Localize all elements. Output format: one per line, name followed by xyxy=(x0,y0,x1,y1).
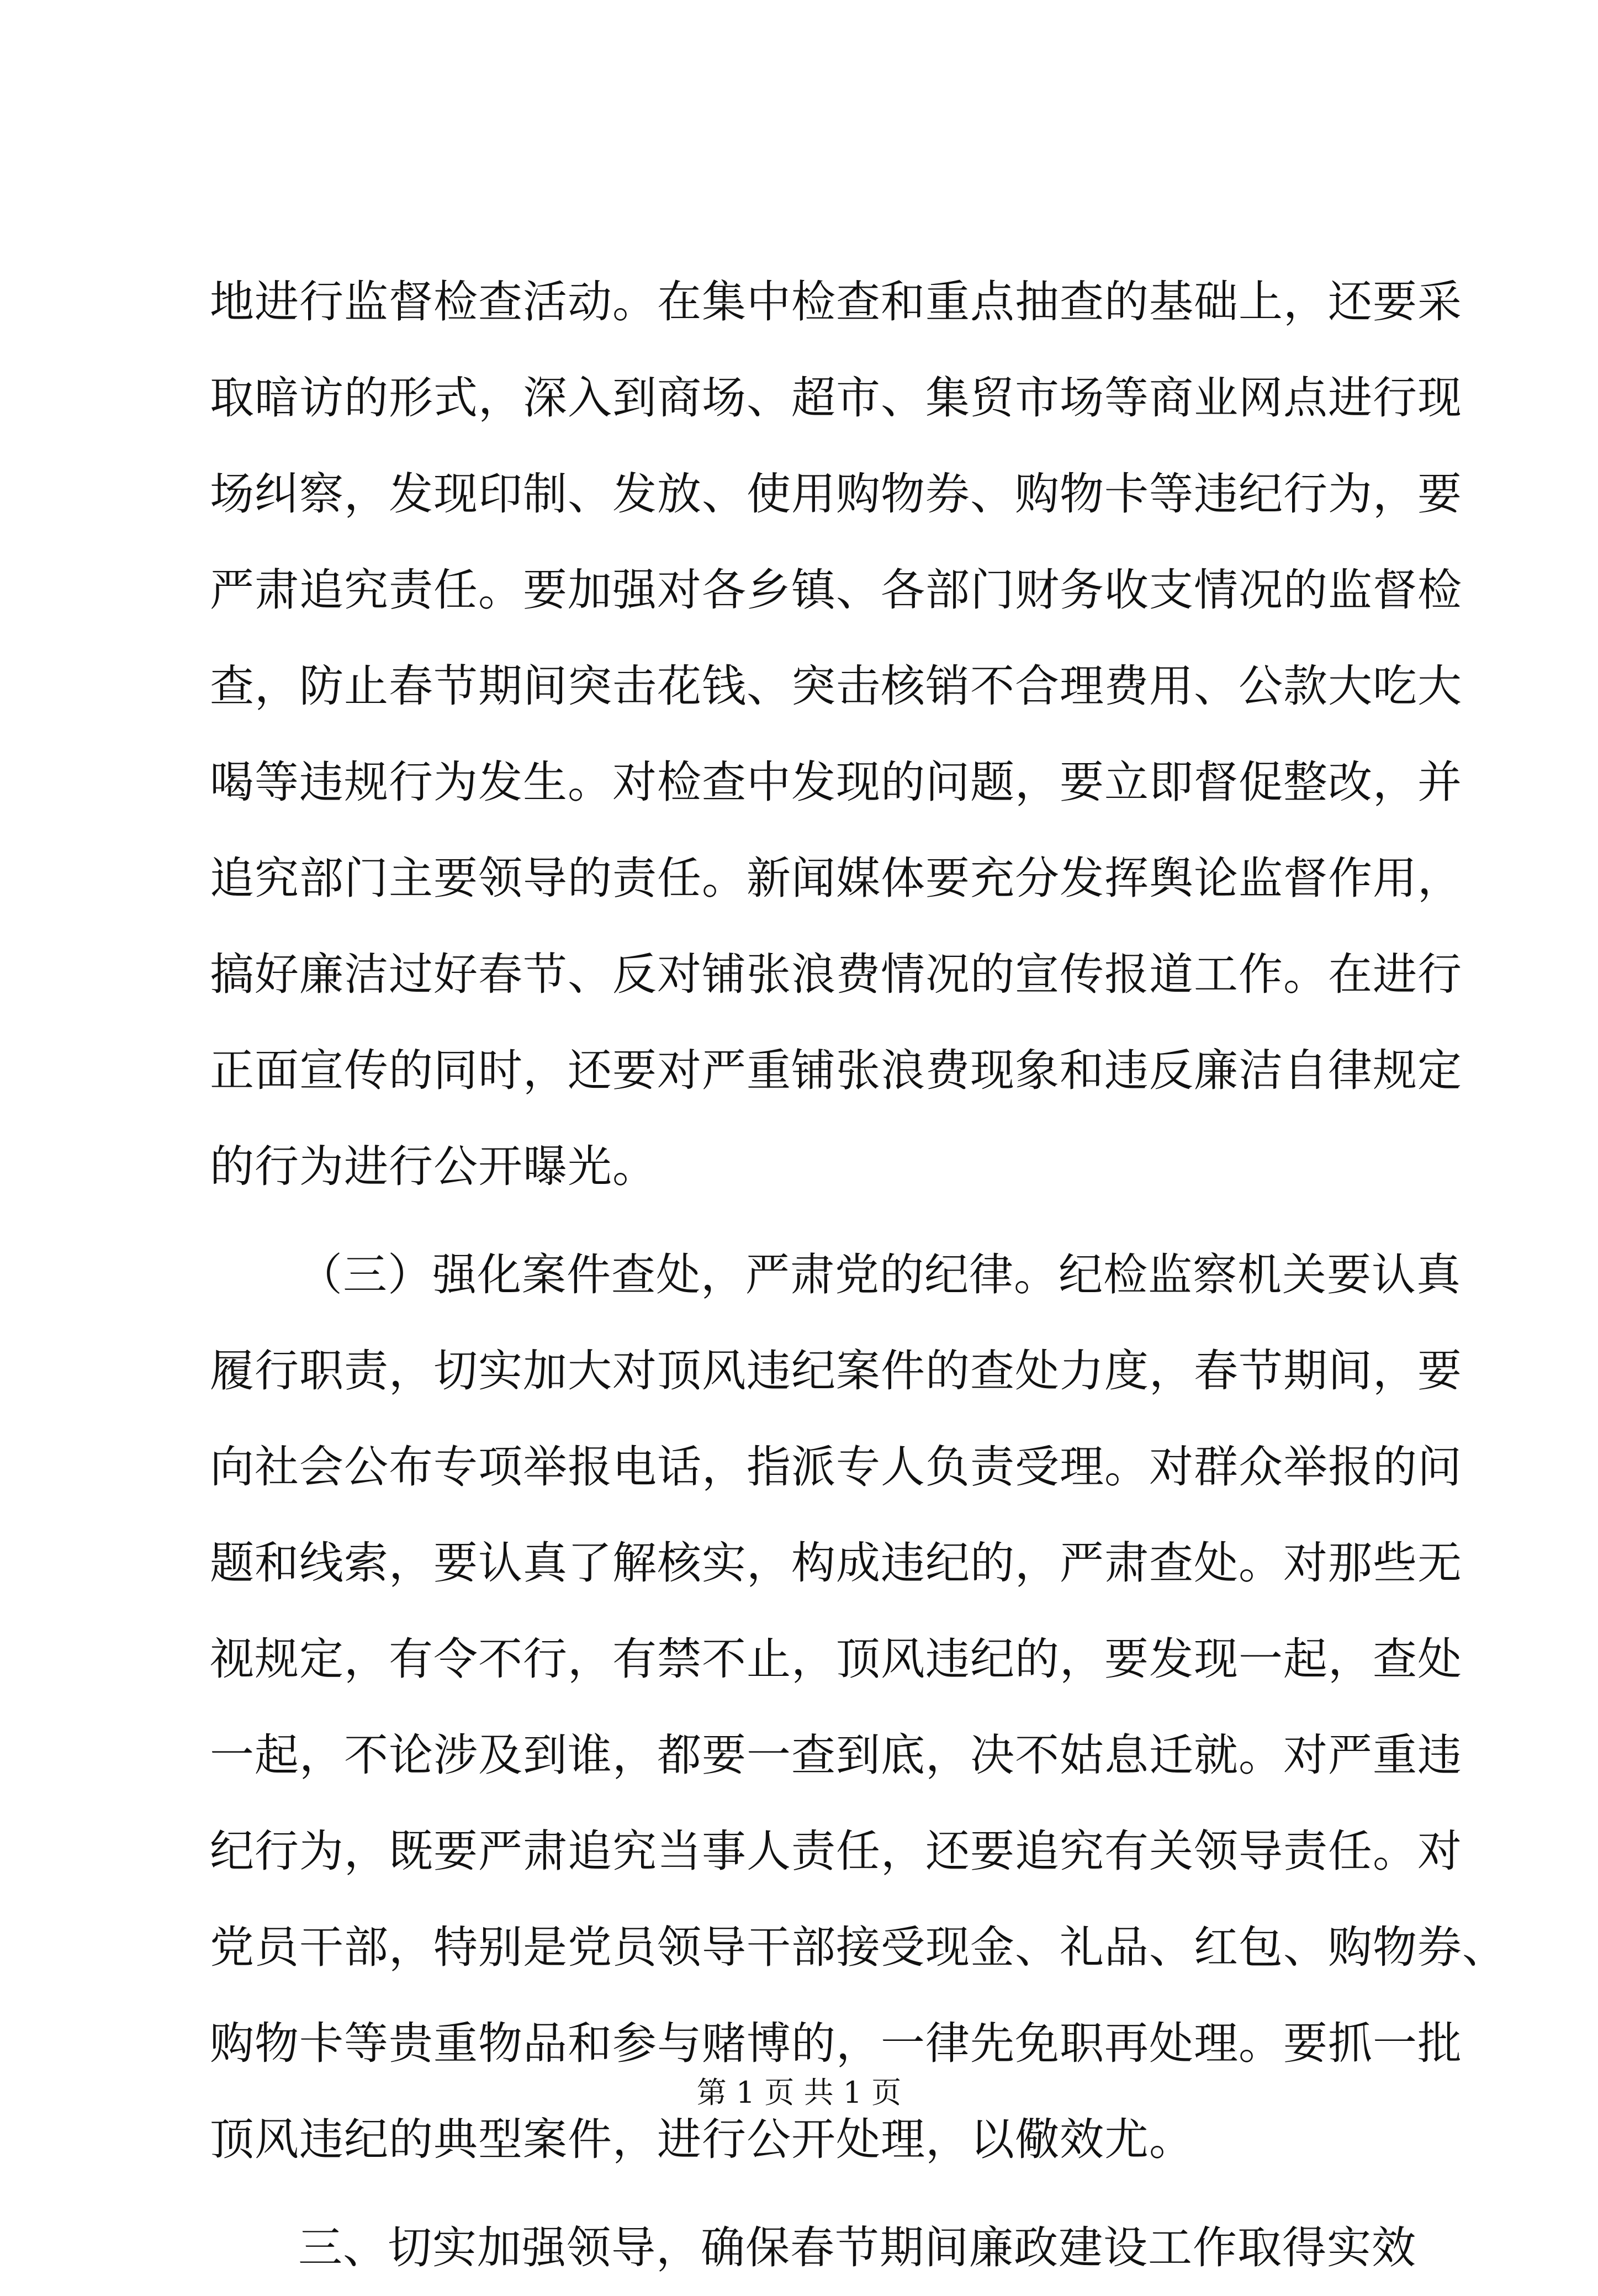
text-line: 题和线索，要认真了解核实，构成违纪的，严肃查处。对那些无 xyxy=(210,1537,1462,1589)
text-line: 向社会公布专项举报电话，指派专人负责受理。对群众举报的问 xyxy=(210,1441,1462,1493)
text-line: 喝等违规行为发生。对检查中发现的问题，要立即督促整改，并 xyxy=(210,756,1462,808)
text-line: 的行为进行公开曝光。 xyxy=(210,1141,657,1192)
text-line: 严肃追究责任。要加强对各乡镇、各部门财务收支情况的监督检 xyxy=(210,564,1462,616)
text-line: 顶风违纪的典型案件，进行公开处理，以儆效尤。 xyxy=(210,2114,1194,2165)
text-line: 取暗访的形式，深入到商场、超市、集贸市场等商业网点进行现 xyxy=(210,372,1462,424)
text-line-indented: （三）强化案件查处，严肃党的纪律。纪检监察机关要认真 xyxy=(298,1249,1461,1300)
text-line: 搞好廉洁过好春节、反对铺张浪费情况的宣传报道工作。在进行 xyxy=(210,949,1462,1000)
text-line: 履行职责，切实加大对顶风违纪案件的查处力度，春节期间，要 xyxy=(210,1345,1462,1396)
text-line: 场纠察，发现印制、发放、使用购物券、购物卡等违纪行为，要 xyxy=(210,468,1462,520)
text-line: 纪行为，既要严肃追究当事人责任，还要追究有关领导责任。对 xyxy=(210,1826,1462,1877)
text-line: 查，防止春节期间突击花钱、突击核销不合理费用、公款大吃大 xyxy=(210,660,1462,712)
text-line: 地进行监督检查活动。在集中检查和重点抽查的基础上，还要采 xyxy=(210,276,1462,327)
paragraph-gap xyxy=(210,2188,1369,2200)
section-heading: 三、切实加强领导，确保春节期间廉政建设工作取得实效 xyxy=(298,2222,1416,2273)
text-line: 视规定，有令不行，有禁不止，顶风违纪的，要发现一起，查处 xyxy=(210,1633,1462,1685)
text-line: 追究部门主要领导的责任。新闻媒体要充分发挥舆论监督作用， xyxy=(210,853,1462,904)
document-body xyxy=(210,254,1507,2296)
text-line: 正面宣传的同时，还要对严重铺张浪费现象和违反廉洁自律规定 xyxy=(210,1045,1462,1096)
paragraph-1 xyxy=(210,254,1462,1215)
paragraph-2 xyxy=(210,1227,1507,2188)
text-line: 一起，不论涉及到谁，都要一查到底，决不姑息迁就。对严重违 xyxy=(210,1729,1462,1781)
page-footer xyxy=(0,2071,1598,2115)
text-line: 党员干部，特别是党员领导干部接受现金、礼品、红包、购物券、 xyxy=(210,1922,1507,1973)
paragraph-gap xyxy=(210,1215,1369,1227)
text-line: 购物卡等贵重物品和参与赌博的，一律先免职再处理。要抓一批 xyxy=(210,2018,1462,2069)
page-number-label: 第 1 页 共 1 页 xyxy=(696,2075,902,2110)
